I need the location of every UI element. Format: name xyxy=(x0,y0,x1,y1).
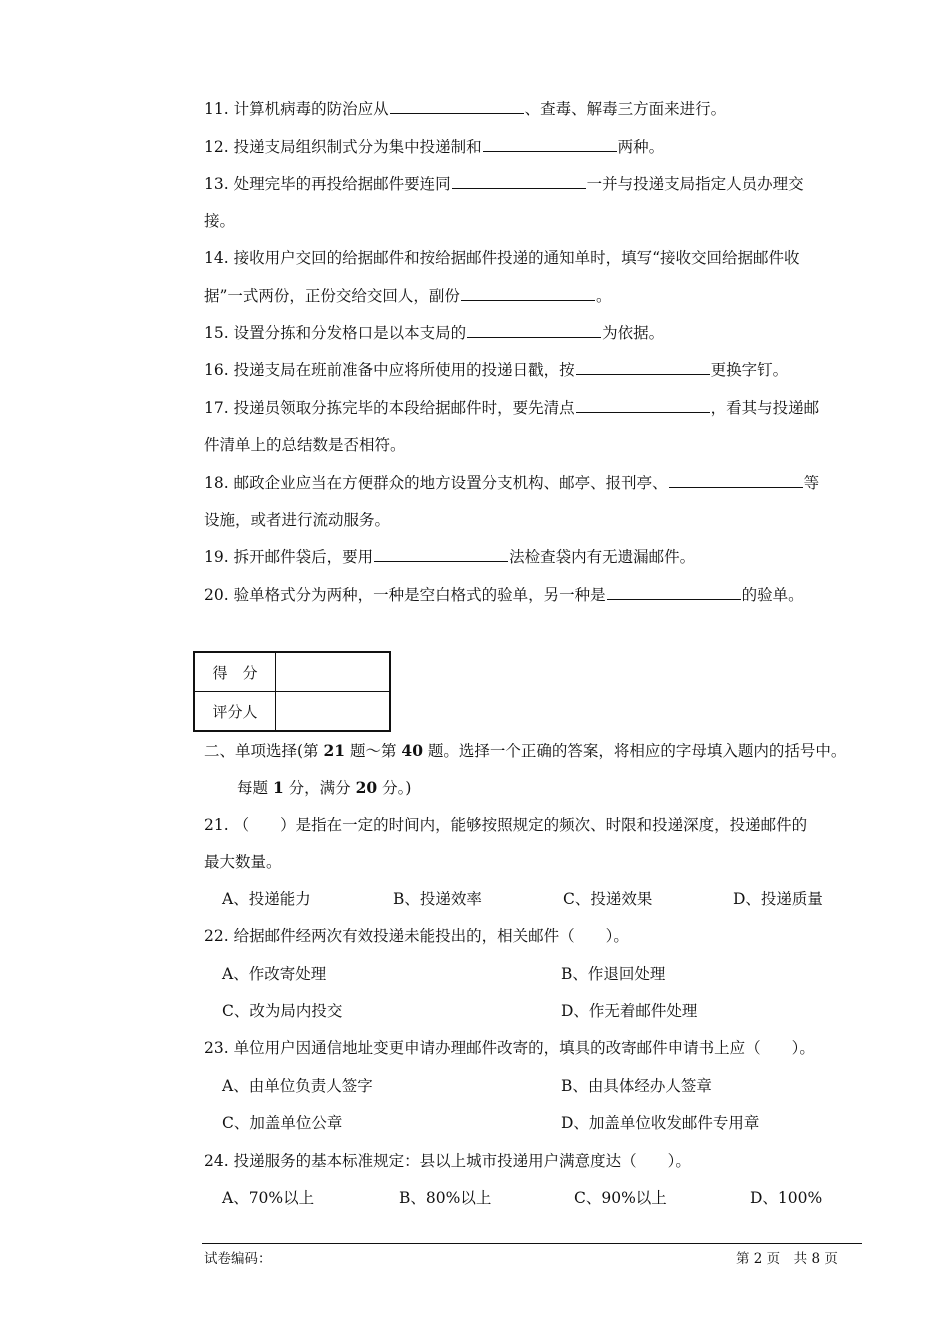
question-15: 15. 设置分拣和分发格口是以本支局的 为依据。 xyxy=(204,324,665,342)
option-a[interactable]: A、作改寄处理 xyxy=(222,965,327,983)
option-b[interactable]: B、由具体经办人签章 xyxy=(561,1077,712,1095)
question-14: 14. 接收用户交回的给据邮件和按给据邮件投递的通知单时，填写“接收交回给据邮件收 xyxy=(204,249,800,267)
option-c[interactable]: C、90%以上 xyxy=(574,1189,667,1207)
question-17: 17. 投递员领取分拣完毕的本段给据邮件时，要先清点 ，看其与投递邮 xyxy=(204,399,820,417)
exam-code-label: 试卷编码： xyxy=(204,1251,272,1267)
answer-blank[interactable] xyxy=(374,547,508,562)
footer-divider xyxy=(202,1243,862,1244)
page-number: 第 2 页 共 8 页 xyxy=(736,1251,838,1267)
option-c[interactable]: C、加盖单位公章 xyxy=(222,1114,343,1132)
question-19: 19. 拆开邮件袋后，要用 法检查袋内有无遗漏邮件。 xyxy=(204,548,696,566)
answer-blank[interactable] xyxy=(452,174,586,189)
option-d[interactable]: D、加盖单位收发邮件专用章 xyxy=(561,1114,760,1132)
answer-blank[interactable] xyxy=(576,398,710,413)
question-12: 12. 投递支局组织制式分为集中投递制和 两种。 xyxy=(204,138,665,156)
question-20: 20. 验单格式分为两种，一种是空白格式的验单，另一种是 的验单。 xyxy=(204,586,804,604)
answer-blank[interactable] xyxy=(483,137,617,152)
answer-blank[interactable] xyxy=(461,286,595,301)
option-a[interactable]: A、投递能力 xyxy=(222,890,311,908)
answer-blank[interactable] xyxy=(607,585,741,600)
answer-blank[interactable] xyxy=(669,473,803,488)
question-21: 21. （ ）是指在一定的时间内，能够按照规定的频次、时限和投递深度，投递邮件的 xyxy=(204,816,808,834)
grader-label: 评分人 xyxy=(194,692,276,732)
question-22: 22. 给据邮件经两次有效投递未能投出的，相关邮件（ ）。 xyxy=(204,927,629,945)
option-d[interactable]: D、投递质量 xyxy=(733,890,823,908)
option-a[interactable]: A、70%以上 xyxy=(222,1189,315,1207)
option-d[interactable]: D、作无着邮件处理 xyxy=(561,1002,698,1020)
score-table xyxy=(193,651,391,732)
question-17-continued: 件清单上的总结数是否相符。 xyxy=(204,436,406,454)
option-a[interactable]: A、由单位负责人签字 xyxy=(222,1077,373,1095)
grader-cell[interactable] xyxy=(276,692,391,732)
question-23: 23. 单位用户因通信地址变更申请办理邮件改寄的，填具的改寄邮件申请书上应（ ）。 xyxy=(204,1039,815,1057)
section-2-heading: 二、单项选择(第 21 题～第 40 题。选择一个正确的答案，将相应的字母填入题内的括号中。 xyxy=(204,741,847,760)
option-b[interactable]: B、投递效率 xyxy=(393,890,482,908)
question-18: 18. 邮政企业应当在方便群众的地方设置分支机构、邮亭、报刊亭、 等 xyxy=(204,474,820,492)
option-d[interactable]: D、100% xyxy=(750,1189,823,1207)
option-c[interactable]: C、改为局内投交 xyxy=(222,1002,343,1020)
score-label: 得 分 xyxy=(194,652,276,692)
score-cell[interactable] xyxy=(276,652,391,692)
question-18-continued: 设施，或者进行流动服务。 xyxy=(204,511,391,529)
option-b[interactable]: B、作退回处理 xyxy=(561,965,666,983)
answer-blank[interactable] xyxy=(576,360,710,375)
option-c[interactable]: C、投递效果 xyxy=(563,890,653,908)
question-21-continued: 最大数量。 xyxy=(204,853,282,871)
section-2-scoring-note: 每题 1 分，满分 20 分。) xyxy=(237,778,412,797)
question-24: 24. 投递服务的基本标准规定：县以上城市投递用户满意度达（ ）。 xyxy=(204,1152,691,1170)
answer-blank[interactable] xyxy=(467,323,601,338)
answer-blank[interactable] xyxy=(390,99,524,114)
question-13-continued: 接。 xyxy=(204,212,236,230)
question-16: 16. 投递支局在班前准备中应将所使用的投递日戳，按 更换字钉。 xyxy=(204,361,789,379)
option-b[interactable]: B、80%以上 xyxy=(399,1189,492,1207)
question-11: 11. 计算机病毒的防治应从 、查毒、解毒三方面来进行。 xyxy=(204,100,727,118)
question-14-continued: 据”一式两份，正份交给交回人，副份 。 xyxy=(204,287,612,305)
question-13: 13. 处理完毕的再投给据邮件要连同 一并与投递支局指定人员办理交 xyxy=(204,175,804,193)
